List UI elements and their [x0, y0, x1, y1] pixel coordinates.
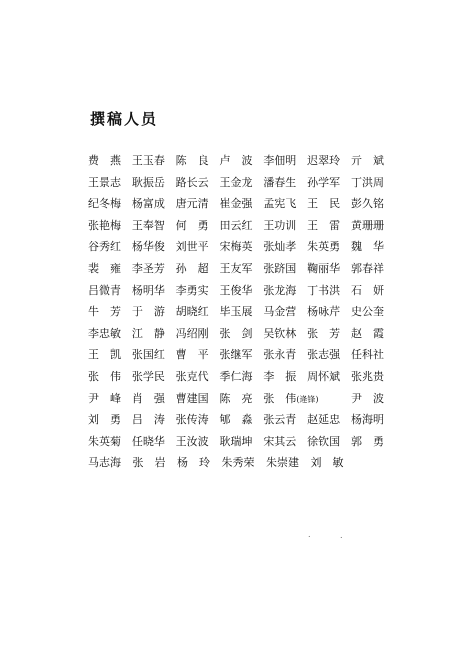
contributor-name: 杨明华	[131, 283, 165, 297]
contributor-name: 张跻国	[263, 261, 297, 275]
name-row	[88, 344, 388, 366]
name-row	[88, 452, 388, 474]
contributor-name: 张 芳	[307, 326, 341, 340]
contributor-name: 耿振岳	[131, 175, 165, 189]
contributor-name: 张艳梅	[88, 218, 121, 232]
contributor-name: 费 燕	[88, 154, 121, 167]
name-note: (逄锋)	[296, 394, 319, 404]
contributor-name: 吕 涛	[131, 413, 165, 427]
name-row	[88, 215, 388, 237]
contributor-name: 王 凯	[88, 348, 121, 362]
contributor-name: 张永青	[263, 348, 297, 362]
contributor-name: 何 勇	[175, 218, 209, 232]
contributor-name: 吕微青	[88, 283, 121, 297]
contributor-name: 曹建国	[175, 391, 209, 405]
contributor-name: 孙 超	[175, 261, 209, 275]
name-row	[88, 280, 388, 302]
contributor-name: 孟宪飞	[263, 197, 297, 211]
scan-speck: .	[340, 531, 343, 540]
contributor-name: 裴 雍	[88, 261, 121, 275]
contributor-name: 丁洪周	[350, 175, 384, 189]
contributor-name: 张继军	[219, 348, 253, 362]
name-row	[88, 323, 388, 345]
contributor-name: 张龙海	[263, 283, 297, 297]
name-row	[88, 301, 388, 323]
contributor-name: 任晓华	[131, 434, 165, 448]
contributor-name: 张志强	[307, 348, 341, 362]
contributor-name: 李 振	[263, 369, 297, 383]
contributor-name: 魏 华	[350, 240, 384, 254]
name-row	[88, 172, 388, 194]
contributor-name: 郭春祥	[350, 261, 384, 275]
contributor-name: 杨海明	[350, 413, 384, 427]
contributor-name: 张传涛	[175, 413, 209, 427]
contributor-name: 张国红	[131, 348, 165, 362]
contributor-name: 杨咏芹	[307, 305, 341, 319]
contributor-name: 刘 勇	[88, 413, 121, 427]
contributor-name: 曹 平	[175, 348, 209, 362]
contributor-name: 朱英勇	[307, 240, 341, 254]
name-row	[88, 366, 388, 388]
contributor-name: 尹 波	[350, 391, 384, 405]
contributor-name: 李忠敏	[88, 326, 121, 340]
contributor-name: 王景志	[88, 175, 121, 189]
contributor-name: 郇 淼	[219, 413, 253, 427]
contributor-name: 李佃明	[263, 154, 297, 167]
contributor-name: 朱崇建	[266, 456, 299, 470]
name-row	[88, 388, 388, 410]
contributor-name: 路长云	[175, 175, 209, 189]
name-row	[88, 431, 388, 453]
contributor-name: 朱英菊	[88, 434, 121, 448]
name-row	[88, 236, 388, 258]
contributor-name: 杨华俊	[131, 240, 165, 254]
contributor-name: 卢 波	[219, 154, 253, 167]
contributor-name: 鞠丽华	[307, 261, 341, 275]
contributor-name: 杨 玲	[177, 456, 210, 470]
contributor-name: 张灿孝	[263, 240, 297, 254]
contributor-name: 潘春生	[263, 175, 297, 189]
contributor-name: 丁书洪	[307, 283, 341, 297]
contributor-name: 陈 亮	[219, 391, 253, 405]
contributor-name: 王友军	[219, 261, 253, 275]
contributor-name: 王奉智	[131, 218, 165, 232]
contributor-name: 刘 敏	[310, 456, 344, 470]
contributor-name: 张 伟(逄锋)	[263, 391, 319, 405]
name-row	[88, 258, 388, 280]
contributor-name: 季仁海	[219, 369, 253, 383]
contributor-name: 刘世平	[175, 240, 209, 254]
contributor-name: 于 游	[131, 305, 165, 319]
contributor-name: 张 岩	[132, 456, 166, 470]
contributor-name: 王汝波	[175, 434, 209, 448]
name-row	[88, 193, 388, 215]
contributor-name: 田云红	[219, 218, 253, 232]
contributor-name: 王 民	[307, 197, 341, 211]
contributor-name: 胡晓红	[175, 305, 209, 319]
contributor-name: 张 剑	[219, 326, 253, 340]
contributor-name: 张兆贵	[350, 369, 384, 383]
contributor-name: 迟翠玲	[307, 154, 341, 167]
contributor-name: 吴钦林	[263, 326, 297, 340]
contributor-name: 徐钦国	[307, 434, 341, 448]
name-row	[88, 150, 388, 172]
contributor-name: 李勇实	[175, 283, 209, 297]
contributor-name: 彭久铭	[350, 197, 384, 211]
contributor-name: 牛 芳	[88, 305, 121, 319]
contributor-name: 马志海	[88, 456, 121, 470]
contributor-name: 崔金强	[219, 197, 253, 211]
contributor-name: 唐元清	[175, 197, 209, 211]
contributor-name: 亓 斌	[350, 154, 384, 167]
contributor-name: 孙学军	[307, 175, 341, 189]
contributor-name: 石 妍	[350, 283, 384, 297]
contributor-name: 肖 强	[131, 391, 165, 405]
contributor-name: 王金龙	[219, 175, 253, 189]
contributor-name: 纪冬梅	[88, 197, 121, 211]
contributor-name: 史公奎	[350, 305, 384, 319]
contributor-name: 谷秀红	[88, 240, 121, 254]
page-title: 撰稿人员	[90, 110, 159, 128]
name-row	[88, 409, 388, 431]
contributor-name: 张 伟	[88, 369, 121, 383]
contributor-name: 张克代	[175, 369, 209, 383]
contributor-name: 李圣芳	[131, 261, 165, 275]
contributor-name: 张云青	[263, 413, 297, 427]
contributor-name: 宋其云	[263, 434, 297, 448]
contributor-name: 周怀斌	[307, 369, 341, 383]
contributor-name: 杨富成	[131, 197, 165, 211]
contributor-name: 王玉春	[131, 154, 165, 167]
contributor-name: 张学民	[131, 369, 165, 383]
contributor-name: 朱秀荣	[221, 456, 255, 470]
contributor-name: 黄珊珊	[350, 218, 384, 232]
contributor-name: 王功训	[263, 218, 297, 232]
contributor-name: 毕玉展	[219, 305, 253, 319]
contributor-name: 王 雷	[307, 218, 341, 232]
contributor-name: 郭 勇	[350, 434, 384, 448]
contributor-name: 赵 霞	[350, 326, 384, 340]
contributor-name: 陈 良	[175, 154, 209, 167]
contributor-name: 江 静	[131, 326, 165, 340]
contributor-name: 耿瑞坤	[219, 434, 253, 448]
contributor-name: 宋梅英	[219, 240, 253, 254]
contributor-name-grid	[88, 150, 388, 474]
contributor-name: 马金营	[263, 305, 297, 319]
contributor-name: 尹 峰	[88, 391, 121, 405]
contributor-name: 冯绍刚	[175, 326, 209, 340]
contributor-name: 赵延忠	[307, 413, 341, 427]
contributor-name: 王俊华	[219, 283, 253, 297]
scan-speck: .	[308, 530, 311, 539]
contributor-name: 任科社	[350, 348, 384, 362]
